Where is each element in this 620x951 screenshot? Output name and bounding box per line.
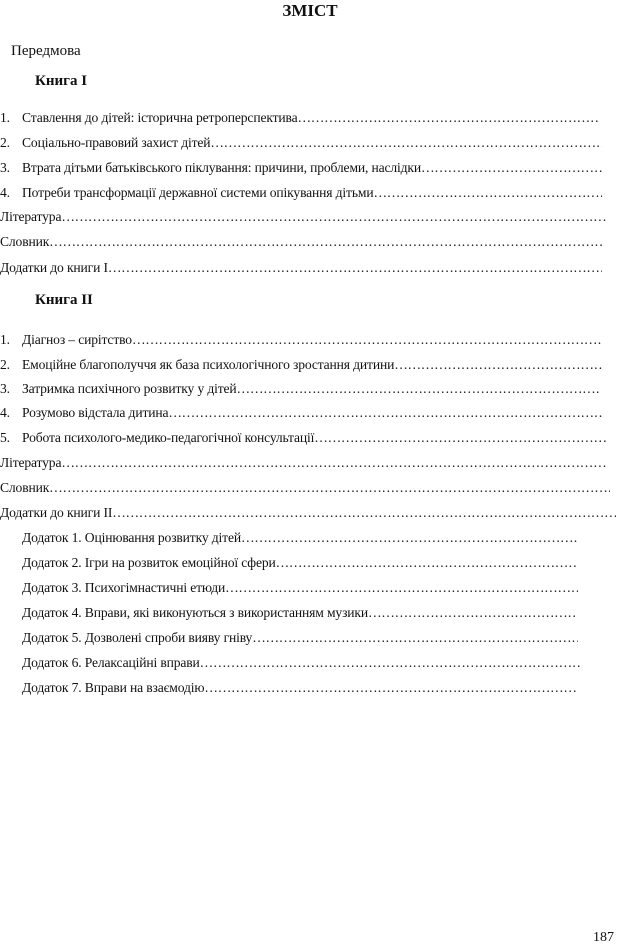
dot-leader <box>49 479 610 497</box>
dot-leader <box>373 184 602 202</box>
dot-leader <box>204 679 578 697</box>
entry-title: Словник <box>0 480 50 495</box>
entry-number: 1. <box>0 332 10 347</box>
dot-leader <box>168 404 604 422</box>
toc-entry <box>0 184 602 202</box>
entry-title: Робота психолого-медико-педагогічної консультації <box>22 430 315 445</box>
entry-title: Література <box>0 209 62 224</box>
dot-leader <box>241 529 578 547</box>
appendix-entry <box>22 654 582 672</box>
entry-title: Додаток 6. Релаксаційні вправи <box>22 655 200 670</box>
page-title: ЗМІСТ <box>282 1 338 20</box>
entry-title: Додаток 2. Ігри на розвиток емоційної сфери <box>22 555 276 570</box>
appendix-entry <box>22 604 578 622</box>
dot-leader <box>61 208 606 226</box>
toc-entry <box>0 259 602 277</box>
appendix-entry <box>22 679 578 697</box>
dot-leader <box>252 629 578 647</box>
dot-leader <box>421 159 602 177</box>
dot-leader <box>112 504 616 522</box>
entry-title: Розумово відстала дитина <box>22 405 169 420</box>
entry-number: 4. <box>0 405 10 420</box>
entry-number: 2. <box>0 357 10 372</box>
entry-title: Додаток 1. Оцінювання розвитку дітей <box>22 530 241 545</box>
toc-entry <box>0 134 602 152</box>
toc-entry <box>0 429 608 447</box>
entry-number: 1. <box>0 110 10 125</box>
toc-entry <box>0 233 602 251</box>
page-number: 187 <box>593 930 614 945</box>
entry-title: Література <box>0 455 62 470</box>
dot-leader <box>108 259 602 277</box>
entry-title: Соціально-правовий захист дітей <box>22 135 211 150</box>
appendix-entry <box>22 579 578 597</box>
dot-leader <box>49 233 602 251</box>
dot-leader <box>225 579 578 597</box>
entry-title: Словник <box>0 234 50 249</box>
entry-number: 4. <box>0 185 10 200</box>
toc-entry <box>0 331 602 349</box>
dot-leader <box>200 654 582 672</box>
entry-title: Втрата дітьми батьківського піклування: причини, проблеми, наслідки <box>22 160 422 175</box>
entry-title: Додаток 4. Вправи, які виконуються з використанням музики <box>22 605 368 620</box>
entry-title: Додаток 7. Вправи на взаємодію <box>22 680 205 695</box>
entry-title: Емоційне благополуччя як база психологічного зростання дитини <box>22 357 395 372</box>
dot-leader <box>210 134 602 152</box>
entry-title: Потреби трансформації державної системи опікування дітьми <box>22 185 374 200</box>
toc-entry <box>0 454 606 472</box>
entry-title: Додатки до книги ІІ <box>0 505 113 520</box>
entry-number: 3. <box>0 381 10 396</box>
entry-title: Додаток 3. Психогімнастичні етюди <box>22 580 226 595</box>
toc-entry <box>0 404 604 422</box>
entry-title: Додатки до книги І <box>0 260 108 275</box>
dot-leader <box>298 109 601 127</box>
toc-entry <box>0 109 600 127</box>
entry-number: 2. <box>0 135 10 150</box>
appendix-entry <box>22 629 578 647</box>
entry-title: Ставлення до дітей: історична ретроперспектива <box>22 110 298 125</box>
dot-leader <box>314 429 608 447</box>
dot-leader <box>394 356 604 374</box>
toc-preface: Передмова <box>11 43 81 59</box>
dot-leader <box>132 331 602 349</box>
toc-entry <box>0 380 600 398</box>
toc-entry <box>0 356 604 374</box>
entry-title: Діагноз – сирітство <box>22 332 132 347</box>
toc-entry <box>0 159 602 177</box>
entry-title: Додаток 5. Дозволені спроби вияву гніву <box>22 630 253 645</box>
toc-entry <box>0 208 606 226</box>
dot-leader <box>368 604 578 622</box>
book1-heading: Книга І <box>35 73 88 89</box>
entry-number: 5. <box>0 430 10 445</box>
toc-entry <box>0 479 610 497</box>
dot-leader <box>61 454 606 472</box>
entry-number: 3. <box>0 160 10 175</box>
book2-heading: Книга ІІ <box>35 292 93 308</box>
appendix-entry <box>22 529 578 547</box>
entry-title: Затримка психічного розвитку у дітей <box>22 381 237 396</box>
dot-leader <box>237 380 600 398</box>
appendix-entry <box>22 554 578 572</box>
dot-leader <box>276 554 578 572</box>
toc-entry <box>0 504 616 522</box>
